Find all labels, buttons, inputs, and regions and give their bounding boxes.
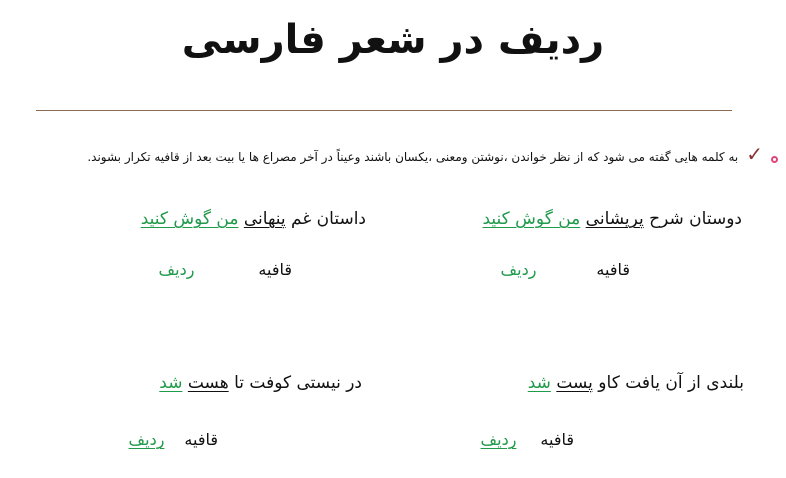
intro-text: به کلمه هایی گفته می شود که از نظر خواندن ،نوشتن ومعنی ،یکسان باشند وعیناً در آخر مصراع ها یا بیت بعد از قافیه تکرار بشوند. bbox=[87, 150, 739, 164]
example-labels-3 bbox=[481, 428, 574, 452]
qafiyeh-label: قافیه bbox=[596, 260, 630, 279]
radif-label: ردیف bbox=[500, 260, 537, 279]
radif-word: من گوش کنید bbox=[482, 209, 581, 229]
qafiyeh-label: قافیه bbox=[258, 260, 292, 279]
example-labels-4 bbox=[129, 428, 218, 452]
verse-text: بلندی از آن یافت کاو bbox=[592, 373, 744, 393]
example-labels-1 bbox=[501, 258, 630, 282]
title-divider bbox=[36, 110, 732, 111]
checkmark-icon: ✓ bbox=[746, 142, 763, 166]
qafiyeh-word: هست bbox=[187, 373, 229, 393]
example-verse-1 bbox=[483, 206, 743, 232]
example-verse-2 bbox=[141, 206, 366, 232]
example-verse-3 bbox=[528, 370, 744, 396]
example-verse-4 bbox=[159, 370, 362, 396]
verse-text: در نیستی کوفت تا bbox=[228, 373, 362, 393]
intro-line bbox=[87, 142, 778, 166]
qafiyeh-word: پست bbox=[556, 373, 593, 393]
radif-label: ردیف bbox=[480, 430, 517, 449]
radif-label: ردیف bbox=[128, 430, 165, 449]
qafiyeh-label: قافیه bbox=[540, 430, 574, 449]
slide-title: ردیف در شعر فارسی bbox=[181, 17, 605, 63]
qafiyeh-word: پنهانی bbox=[243, 209, 286, 229]
qafiyeh-word: پریشانی bbox=[585, 209, 644, 229]
radif-word: من گوش کنید bbox=[140, 209, 239, 229]
radif-word: شد bbox=[527, 373, 551, 393]
radif-word: شد bbox=[159, 373, 183, 393]
verse-text: دوستان شرح bbox=[643, 209, 742, 229]
radif-label: ردیف bbox=[158, 260, 195, 279]
bullet-dot-icon bbox=[771, 156, 778, 163]
example-labels-2 bbox=[159, 258, 292, 282]
verse-text: داستان غم bbox=[285, 209, 366, 229]
qafiyeh-label: قافیه bbox=[184, 430, 218, 449]
